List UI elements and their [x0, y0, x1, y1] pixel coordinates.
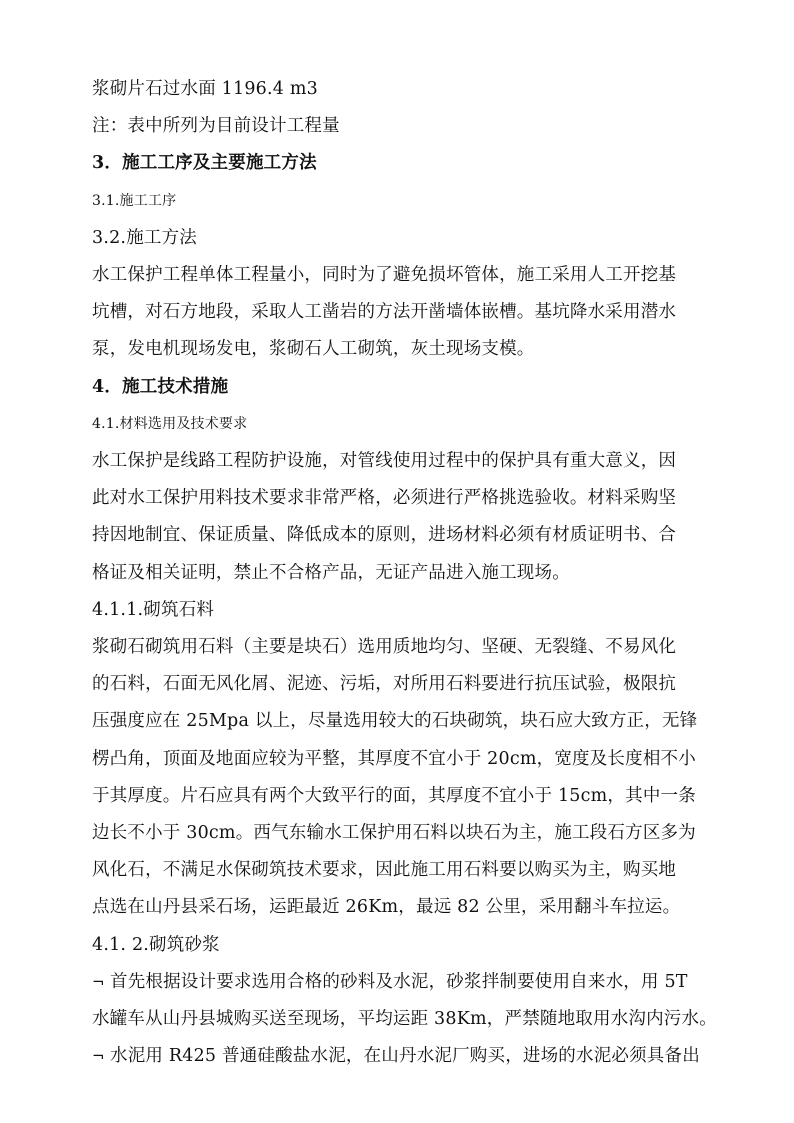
- paragraph-line: 格证及相关证明，禁止不合格产品，无证产品进入施工现场。: [92, 562, 570, 583]
- quantity-line: 浆砌片石过水面 1196.4 m3: [92, 79, 318, 99]
- paragraph-mortar-1: [92, 964, 722, 1038]
- paragraph-line: 持因地制宜、保证质量、降低成本的原则，进场材料必须有材质证明书、合: [92, 525, 677, 546]
- paragraph-line: 楞凸角，顶面及地面应较为平整，其厚度不宜小于 20cm，宽度及长度相不小: [92, 748, 696, 769]
- bullet-icon: ¬: [92, 972, 105, 991]
- paragraph-line: 泵，发电机现场发电，浆砌石人工砌筑，灰土现场支模。: [92, 339, 535, 360]
- paragraph-line: 风化石，不满足水保砌筑技术要求，因此施工用石料要以购买为主，购买地: [92, 860, 677, 881]
- paragraph-line: 边长不小于 30cm。西气东输水工保护用石料以块石为主，施工段石方区多为: [92, 823, 696, 844]
- paragraph-line: 浆砌石砌筑用石料（主要是块石）选用质地均匀、坚硬、无裂缝、不易风化: [92, 637, 677, 658]
- subsection-heading-4-1-2: 4.1. 2.砌筑砂浆: [92, 934, 220, 955]
- paragraph-line: 的石料，石面无风化屑、泥迹、污垢，对所用石料要进行抗压试验，极限抗: [92, 674, 677, 695]
- subsection-heading-4-1: 4.1.材料选用及技术要求: [92, 415, 248, 432]
- paragraph-line: 点选在山丹县采石场，运距最近 26Km，最远 82 公里，采用翻斗车拉运。: [92, 897, 681, 918]
- paragraph-line: [92, 964, 722, 1001]
- paragraph-line: 于其厚度。片石应具有两个大致平行的面，其厚度不宜小于 15cm，其中一条: [92, 785, 696, 806]
- section-heading-3: 3．施工工序及主要施工方法: [92, 153, 317, 174]
- paragraph-line: 水工保护工程单体工程量小，同时为了避免损坏管体，施工采用人工开挖基: [92, 265, 677, 286]
- subsection-heading-3-2: 3.2.施工方法: [92, 227, 197, 248]
- paragraph-construction-method: [92, 257, 722, 369]
- paragraph-line: 水罐车从山丹县城购买送至现场，平均运距 38Km，严禁随地取用水沟内污水。: [92, 1009, 717, 1030]
- paragraph-line: [92, 1038, 722, 1075]
- subsection-heading-3-1: 3.1.施工工序: [92, 192, 177, 209]
- paragraph-stone: [92, 629, 722, 927]
- note-line: 注：表中所列为目前设计工程量: [92, 116, 340, 137]
- paragraph-line: 此对水工保护用料技术要求非常严格，必须进行严格挑选验收。材料采购坚: [92, 488, 677, 509]
- paragraph-line: 水工保护是线路工程防护设施，对管线使用过程中的保护具有重大意义，因: [92, 451, 677, 472]
- paragraph-text: 水泥用 R425 普通硅酸盐水泥，在山丹水泥厂购买，进场的水泥必须具备出: [110, 1046, 700, 1067]
- paragraph-line: 坑槽，对石方地段，采取人工凿岩的方法开凿墙体嵌槽。基坑降水采用潜水: [92, 302, 677, 323]
- document-content: [92, 71, 722, 1075]
- subsection-heading-4-1-1: 4.1.1.砌筑石料: [92, 599, 215, 620]
- section-heading-4: 4．施工技术措施: [92, 376, 229, 397]
- paragraph-mortar-2: [92, 1038, 722, 1075]
- paragraph-materials: [92, 443, 722, 592]
- paragraph-text: 首先根据设计要求选用合格的砂料及水泥，砂浆拌制要使用自来水，用 5T: [110, 971, 688, 992]
- bullet-icon: ¬: [92, 1047, 105, 1066]
- paragraph-line: 压强度应在 25Mpa 以上，尽量选用较大的石块砌筑，块石应大致方正，无锋: [92, 711, 698, 732]
